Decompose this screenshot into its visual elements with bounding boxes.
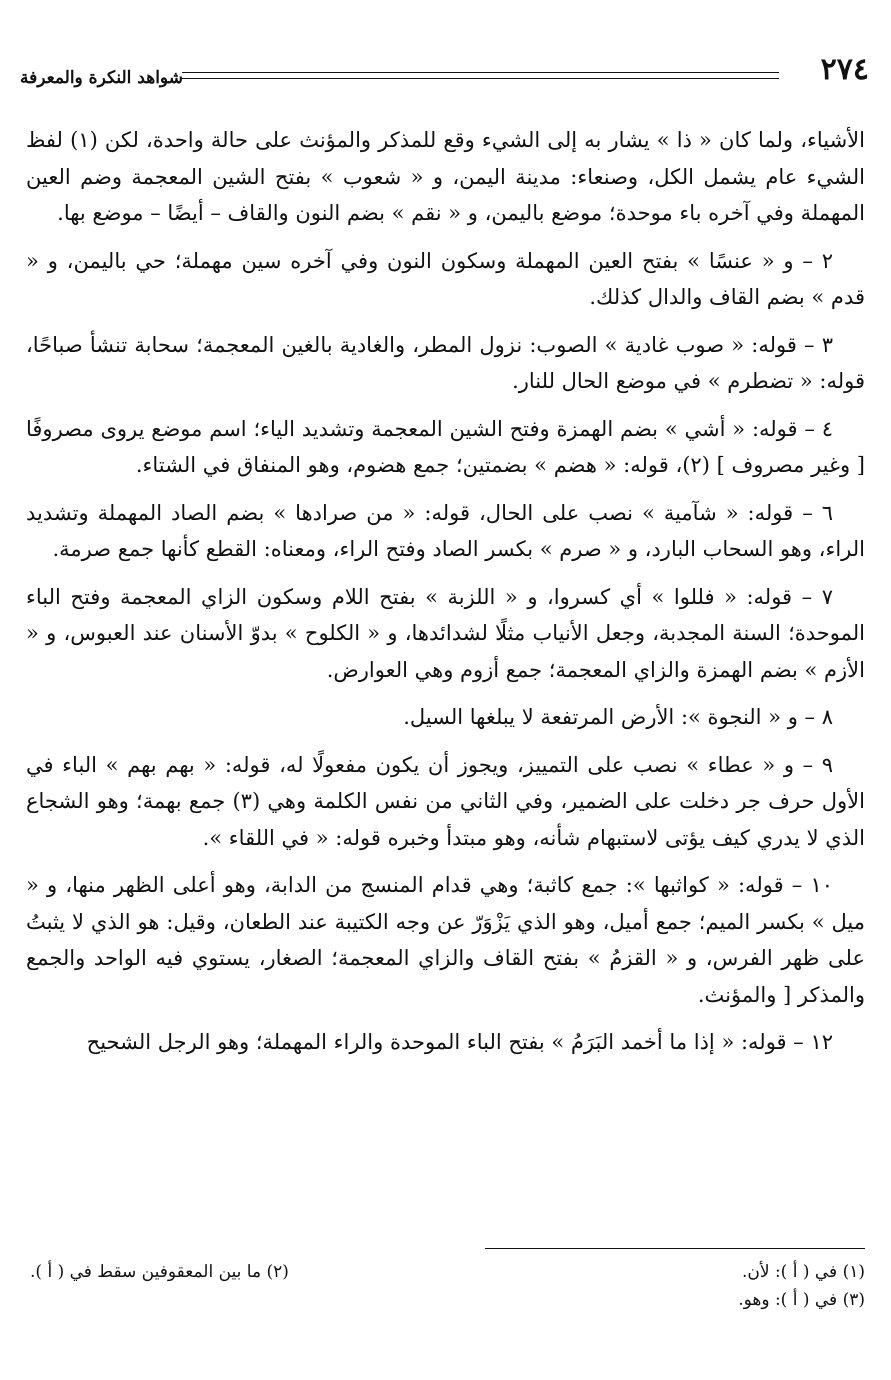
page-number: ٢٧٤ [820,52,869,87]
footnote-1: (١) في ( أ ): لأن. [741,1262,865,1282]
paragraph-note-2: ٢ – و « عنسًا » بفتح العين المهملة وسكون النون وفي آخره سين مهملة؛ حي باليمن، و « قدم » بضم القاف والدال كذلك. [26,248,865,309]
paragraph-note-4: ٤ – قوله: « أشي » بضم الهمزة وفتح الشين المعجمة وتشديد الياء؛ اسم موضع يروى مصروفًا [ وغير مصروف ] (٢)، قوله: « هضم » بضمتين؛ جمع هضوم، وهو المنفاق في الشتاء. [26,416,865,477]
main-text [26,122,865,1072]
paragraph-note-3: ٣ – قوله: « صوب غادية » الصوب: نزول المطر، والغادية بالغين المعجمة؛ سحابة تنشأ صباحًا، قوله: « تضطرم » في موضع الحال للنار. [26,332,865,393]
footnote-2: (٢) ما بين المعقوفين سقط في ( أ ). [30,1262,289,1282]
running-title: شواهد النكرة والمعرفة [20,68,183,88]
footnotes [30,1258,865,1314]
paragraph-continuation: الأشياء، ولما كان « ذا » يشار به إلى الشيء وقع للمذكر والمؤنث على حالة واحدة، لكن (١) لفظ الشيء عام يشمل الكل، وصنعاء: مدينة اليمن، و « شعوب » بفتح الشين المعجمة وضم العين المهملة وفي آخره باء موحدة؛ موضع باليمن، و « نقم » بضم النون والقاف – أيضًا – موضع بها. [26,128,865,225]
header-rule-top [182,72,779,73]
paragraph-note-12: ١٢ – قوله: « إذا ما أخمد البَرَمُ » بفتح الباء الموحدة والراء المهملة؛ وهو الرجل الشحيح [86,1030,833,1054]
paragraph-note-9: ٩ – و « عطاء » نصب على التمييز، ويجوز أن يكون مفعولًا له، قوله: « بهم بهم » الباء في الأول حرف جر دخلت على الضمير، وفي الثاني من نفس الكلمة وهي (٣) جمع بهمة؛ وهو الشجاع الذي لا يدري كيف يؤتى لاستبهام شأنه، وهو مبتدأ وخبره قوله: « في اللقاء ». [26,752,865,850]
footnote-divider [485,1248,865,1249]
page-header [20,52,869,94]
paragraph-note-6: ٦ – قوله: « شآمية » نصب على الحال، قوله: « من صرادها » بضم الصاد المهملة وتشديد الراء، وهو السحاب البارد، و « صرم » بكسر الصاد وفتح الراء، ومعناه: القطع كأنها جمع صرمة. [26,500,865,561]
paragraph-note-10: ١٠ – قوله: « كواثبها »: جمع كاثبة؛ وهي قدام المنسج من الدابة، وهو أعلى الظهر منها، و « ميل » بكسر الميم؛ جمع أميل، وهو الذي يَزْوَرّ عن وجه الكتيبة عند الطعان، وقيل: هو الذي لا يثبتُ على ظهر الفرس، و « القزمُ » بفتح القاف والزاي المعجمة؛ الصغار، يستوي فيه الواحد والجمع والمذكر [ والمؤنث. [26,873,865,1007]
footnote-row [30,1286,865,1314]
paragraph-note-8: ٨ – و « النجوة »: الأرض المرتفعة لا يبلغها السيل. [403,705,833,729]
header-rule-bottom [182,78,779,79]
footnote-row [30,1258,865,1286]
footnote-3: (٣) في ( أ ): وهو. [738,1290,865,1310]
paragraph-note-7: ٧ – قوله: « فللوا » أي كسروا، و « اللزبة » بفتح اللام وسكون الزاي المعجمة وفتح الباء الموحدة؛ السنة المجدبة، وجعل الأنياب مثلًا لشدائدها، و « الكلوح » بدوّ الأسنان عند العبوس، و « الأزم » بضم الهمزة والزاي المعجمة؛ جمع أزوم وهي العوارض. [26,584,865,682]
